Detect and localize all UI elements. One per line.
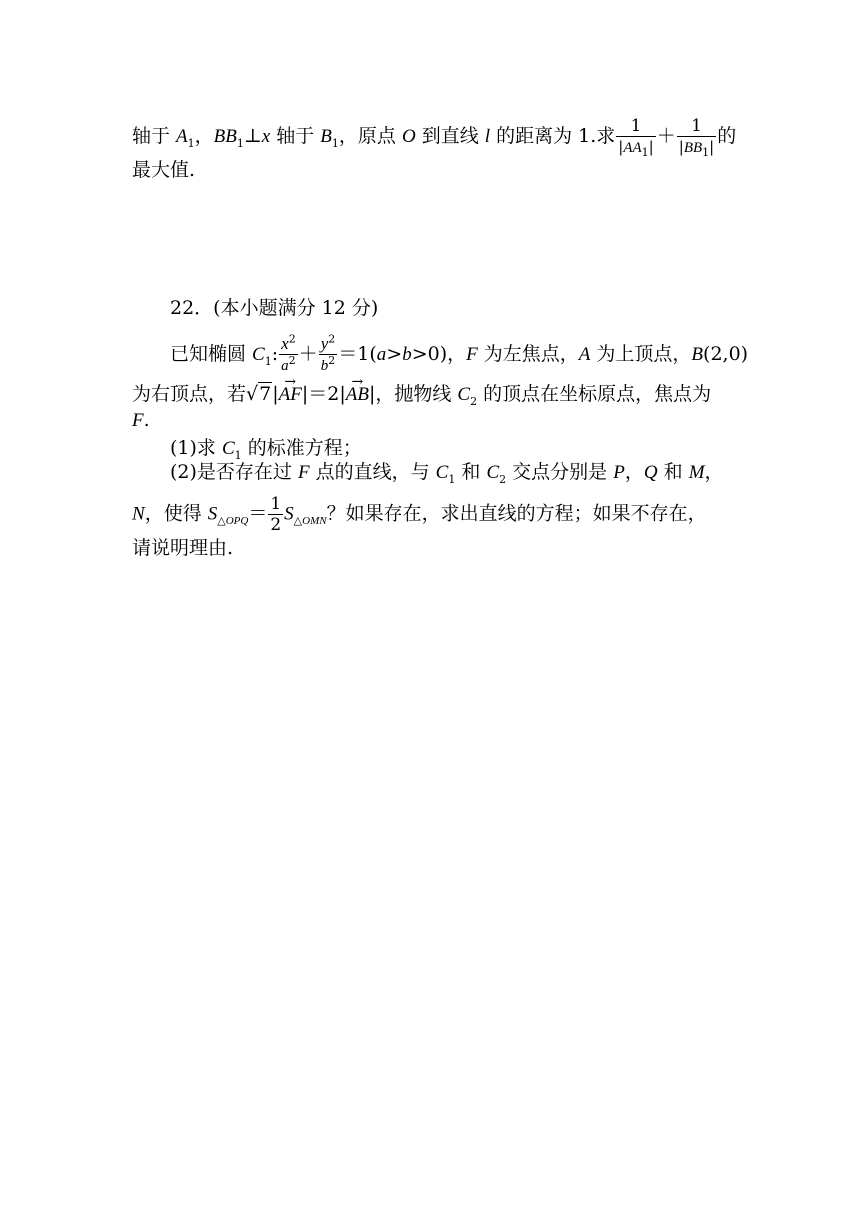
- p22-header: 22．(本小题满分 12 分): [170, 297, 379, 319]
- fraction-1-2: $\frac{1}{2}$: [270, 494, 282, 535]
- fraction-1-over-AA1: $\frac{1}{|AA_1|}$: [618, 116, 654, 159]
- fraction-1-over-BB1: $\frac{1}{|BB_1|}$: [678, 116, 715, 159]
- p22-part2-line3: 请说明理由.: [132, 537, 234, 559]
- fraction-y2-b2: $\frac{y^2}{b^2}$: [320, 332, 336, 374]
- p22-part1: (1)求 $C_1$ 的标准方程；: [170, 437, 362, 462]
- p22-statement-line1: 已知椭圆 $C_1$: $\frac{x^2}{a^2}$ ＋ $\frac{y^2}{b^2}$ ＝1(a>b>0)，F 为左焦点，A 为上顶点，B(2,0): [170, 332, 749, 374]
- p21-line2: 最大值.: [132, 159, 196, 181]
- p22-statement-line2: 为右顶点，若√7|→ AF|＝2|→ AB|，抛物线 $C_2$ 的顶点在坐标原点，焦点为: [132, 382, 711, 407]
- p22-statement-line3: F.: [132, 409, 150, 431]
- p21-line1: 轴于 $A_1$，$BB_1\perp x$ 轴于 $B_1$，原点 O 到直线 l 的距离为 1.求 $\frac{1}{|AA_1|}$ ＋ $\frac{1}{|BB_1|}$ 的: [132, 116, 737, 159]
- p22-part2-line1: (2)是否存在过 F 点的直线，与 $C_1$ 和 $C_2$ 交点分别是 P，Q 和 M，: [170, 461, 724, 486]
- fraction-x2-a2: $\frac{x^2}{a^2}$: [281, 332, 296, 374]
- p22-part2-line2: N，使得 $S_{\triangle OPQ}=$ $\frac{1}{2}$ $S_{\triangle OMN}$？如果存在，求出直线的方程；如果不存在，: [132, 494, 707, 535]
- sqrt-7: √7: [246, 383, 272, 405]
